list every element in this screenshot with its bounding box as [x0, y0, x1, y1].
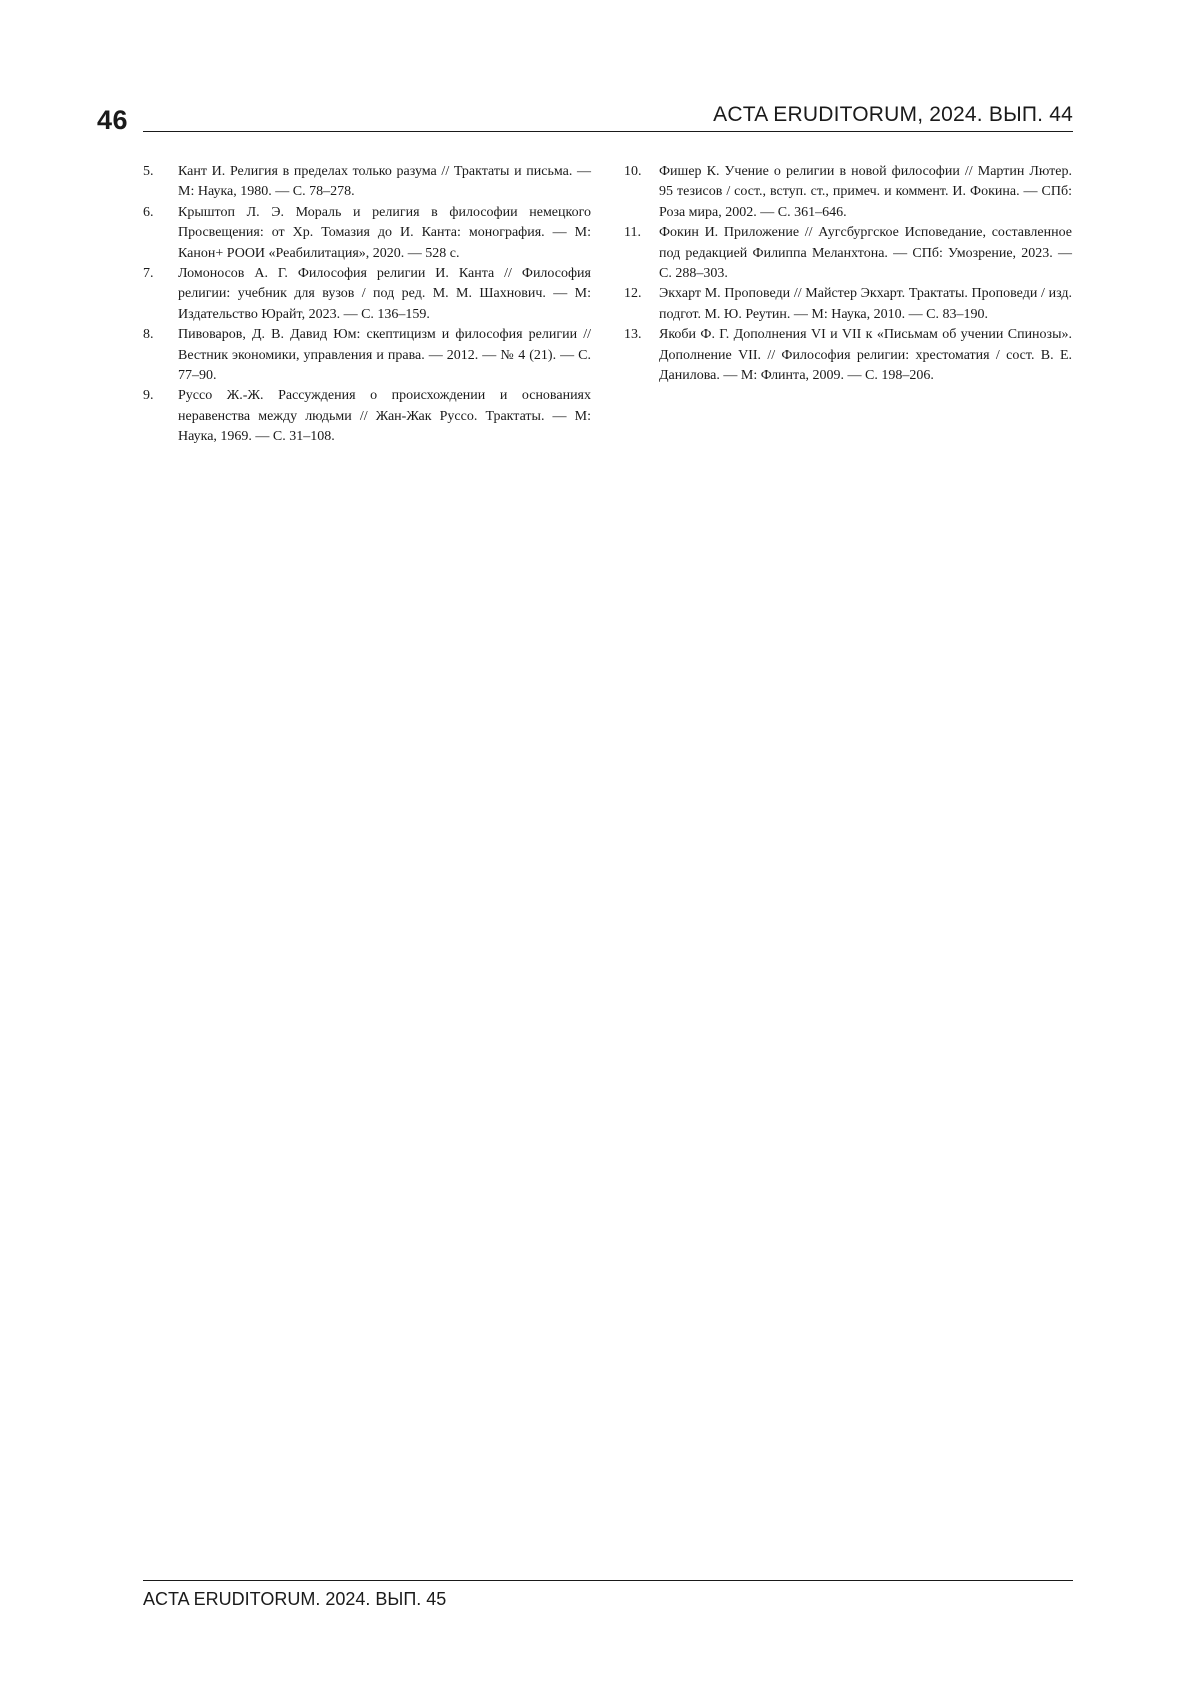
reference-number: 11. [624, 225, 641, 241]
page-number: 46 [97, 105, 129, 135]
footer-journal-info: ACTA ERUDITORUM. 2024. ВЫП. 45 [143, 1589, 447, 1609]
reference-item [143, 162, 591, 203]
reference-item [143, 325, 591, 386]
reference-item [624, 284, 1072, 325]
reference-number: 7. [143, 266, 154, 282]
footer-rule [143, 1580, 1073, 1581]
reference-text: Кант И. Религия в пределах только разума // Трактаты и письма. — М: Наука, 1980. — С. 78–278. [178, 164, 591, 200]
reference-number: 10. [624, 164, 642, 179]
reference-number: 6. [143, 204, 154, 220]
references-right-column [624, 162, 1072, 386]
reference-text: Экхарт М. Проповеди // Майстер Экхарт. Трактаты. Проповеди / изд. подгот. М. Ю. Реутин. — М: Наука, 2010. — С. 83–190. [659, 286, 1072, 322]
reference-text: Якоби Ф. Г. Дополнения VI и VII к «Письмам об учении Спинозы». Дополнение VII. // Философия религии: хрестоматия / сост. В. Е. Данилова. — М: Флинта, 2009. — С. 198–206. [659, 327, 1072, 384]
reference-text: Пивоваров, Д. В. Давид Юм: скептицизм и философия религии // Вестник экономики, управления и права. — 2012. — № 4 (21). — С. 77–90. [178, 327, 591, 384]
reference-item [143, 203, 591, 264]
reference-number: 12. [624, 286, 642, 302]
reference-number: 8. [143, 327, 154, 343]
reference-text: Фишер К. Учение о религии в новой философии // Мартин Лютер. 95 тезисов / сост., вступ. ст., примеч. и коммент. И. Фокина. — СПб: Роза мира, 2002. — С. 361–646. [659, 164, 1072, 220]
references-left-column [143, 162, 591, 448]
reference-text: Руссо Ж.-Ж. Рассуждения о происхождении и основаниях неравенства между людьми // Жан-Жак Руссо. Трактаты. — М: Наука, 1969. — С. 31–108. [178, 388, 591, 445]
reference-text: Фокин И. Приложение // Аугсбургское Исповедание, составленное под редакцией Филиппа Меланхтона. — СПб: Умозрение, 2023. — С. 288–303. [659, 225, 1072, 282]
reference-text: Крыштоп Л. Э. Мораль и религия в философии немецкого Просвещения: от Хр. Томазия до И. Канта: монография. — М: Канон+ РООИ «Реабилитация», 2020. — 528 с. [178, 204, 591, 261]
reference-number: 5. [143, 164, 154, 179]
header-rule [143, 131, 1073, 132]
reference-item [143, 386, 591, 447]
reference-number: 13. [624, 327, 642, 343]
reference-text: Ломоносов А. Г. Философия религии И. Канта // Философия религии: учебник для вузов / под ред. М. М. Шахнович. — М: Издательство Юрайт, 2023. — С. 136–159. [178, 266, 591, 322]
reference-number: 9. [143, 388, 154, 404]
reference-item [624, 223, 1072, 284]
reference-item [624, 325, 1072, 386]
reference-item [624, 162, 1072, 223]
reference-item [143, 264, 591, 325]
running-head: ACTA ERUDITORUM, 2024. ВЫП. 44 [713, 103, 1073, 126]
